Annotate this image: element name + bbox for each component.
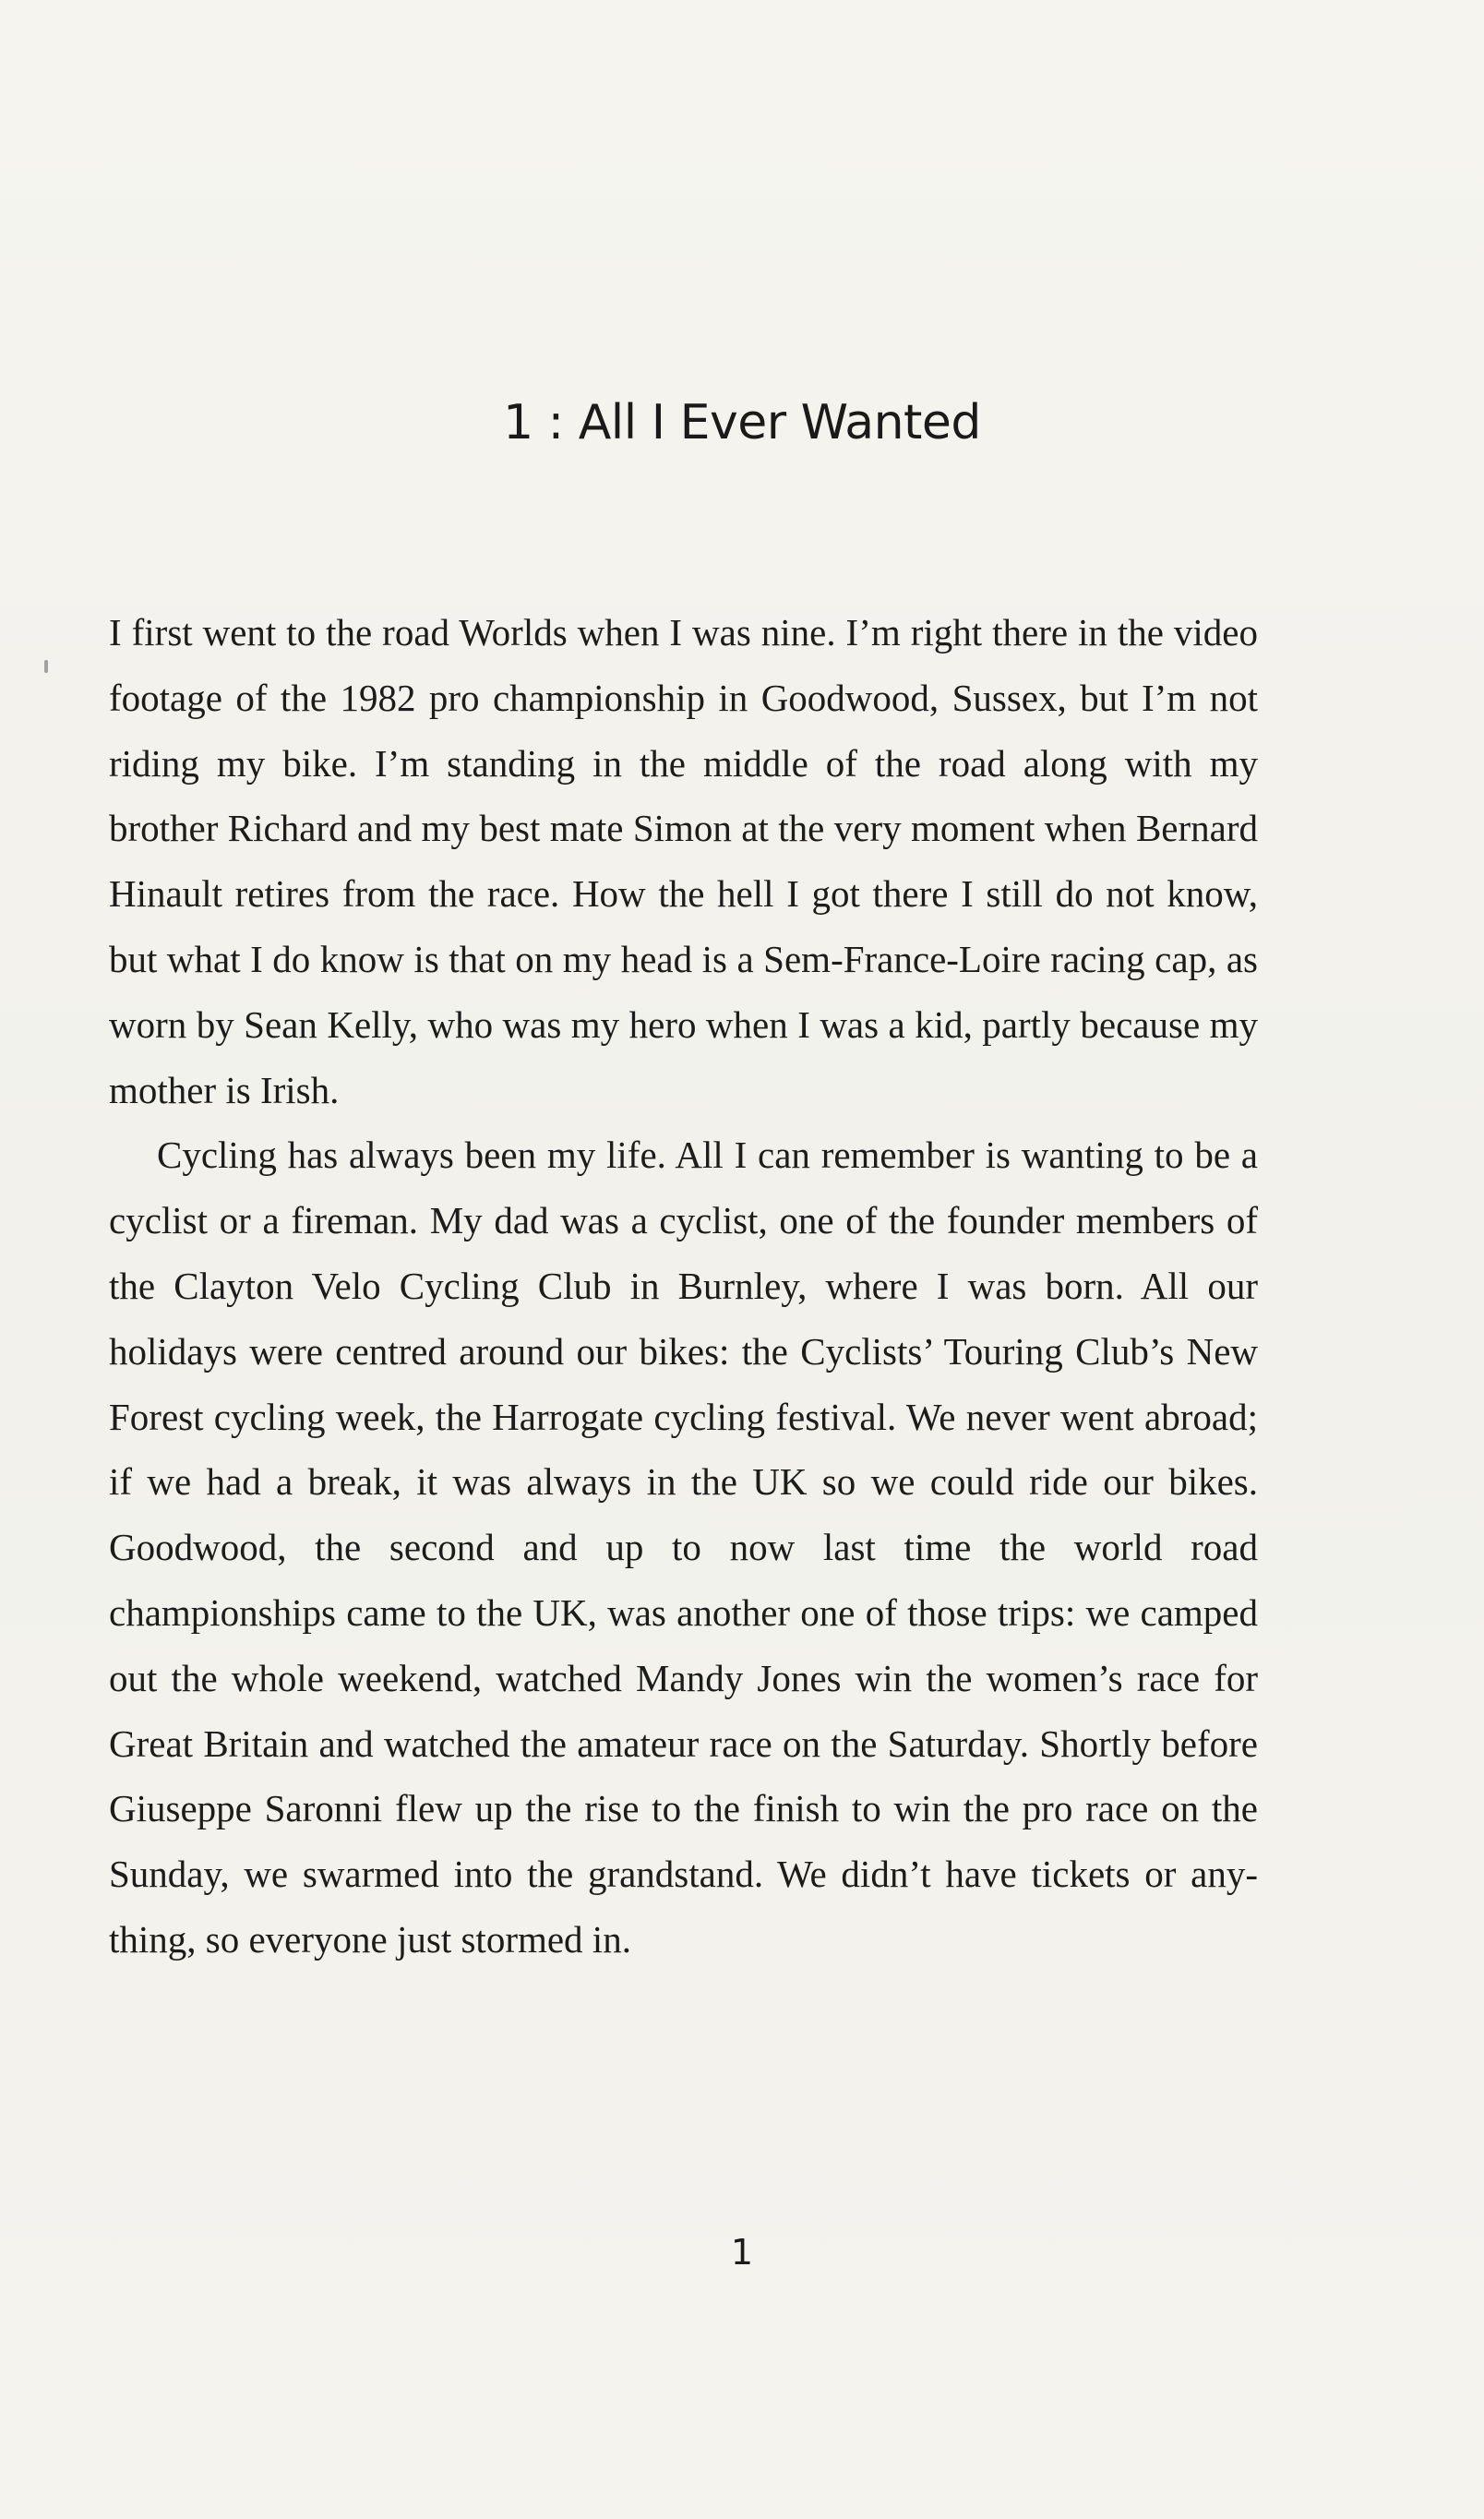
page-number: 1 <box>730 2232 754 2273</box>
paragraph-2: Cycling has always been my life. All I can remember is wanting to be a cyclist or a fireman. My dad was a cyclist, one of the founder members of the Clayton Velo Cycling Club in Burnley, where I was born. All our holidays were centred around our bikes: the Cyclists’ Touring Club’s New Forest cycling week, the Harrogate cycling festival. We never went abroad; if we had a break, it was always in the UK so we could ride our bikes. Goodwood, the second and up to now last time the world road championships came to the UK, was another one of those trips: we camped out the whole weekend, watched Mandy Jones win the women’s race for Great Britain and watched the amateur race on the Saturday. Shortly before Giuseppe Saronni flew up the rise to the finish to win the pro race on the Sunday, we swarmed into the grandstand. We didn’t have tickets or anything, so everyone just stormed in. <box>109 1134 1258 1961</box>
paper-speck <box>44 660 48 673</box>
paragraph-1: I first went to the road Worlds when I was nine. I’m right there in the video footage of the 1982 pro championship in Goodwood, Sussex, but I’m not riding my bike. I’m standing in the middle of the road along with my brother Richard and my best mate Simon at the very moment when Bernard Hinault retires from the race. How the hell I got there I still do not know, but what I do know is that on my head is a Sem-France-Loire racing cap, as worn by Sean Kelly, who was my hero when I was a kid, partly because my mother is Irish. <box>109 611 1258 1111</box>
chapter-title: 1 : All I Ever Wanted <box>503 395 981 450</box>
chapter-body <box>109 600 1258 1973</box>
